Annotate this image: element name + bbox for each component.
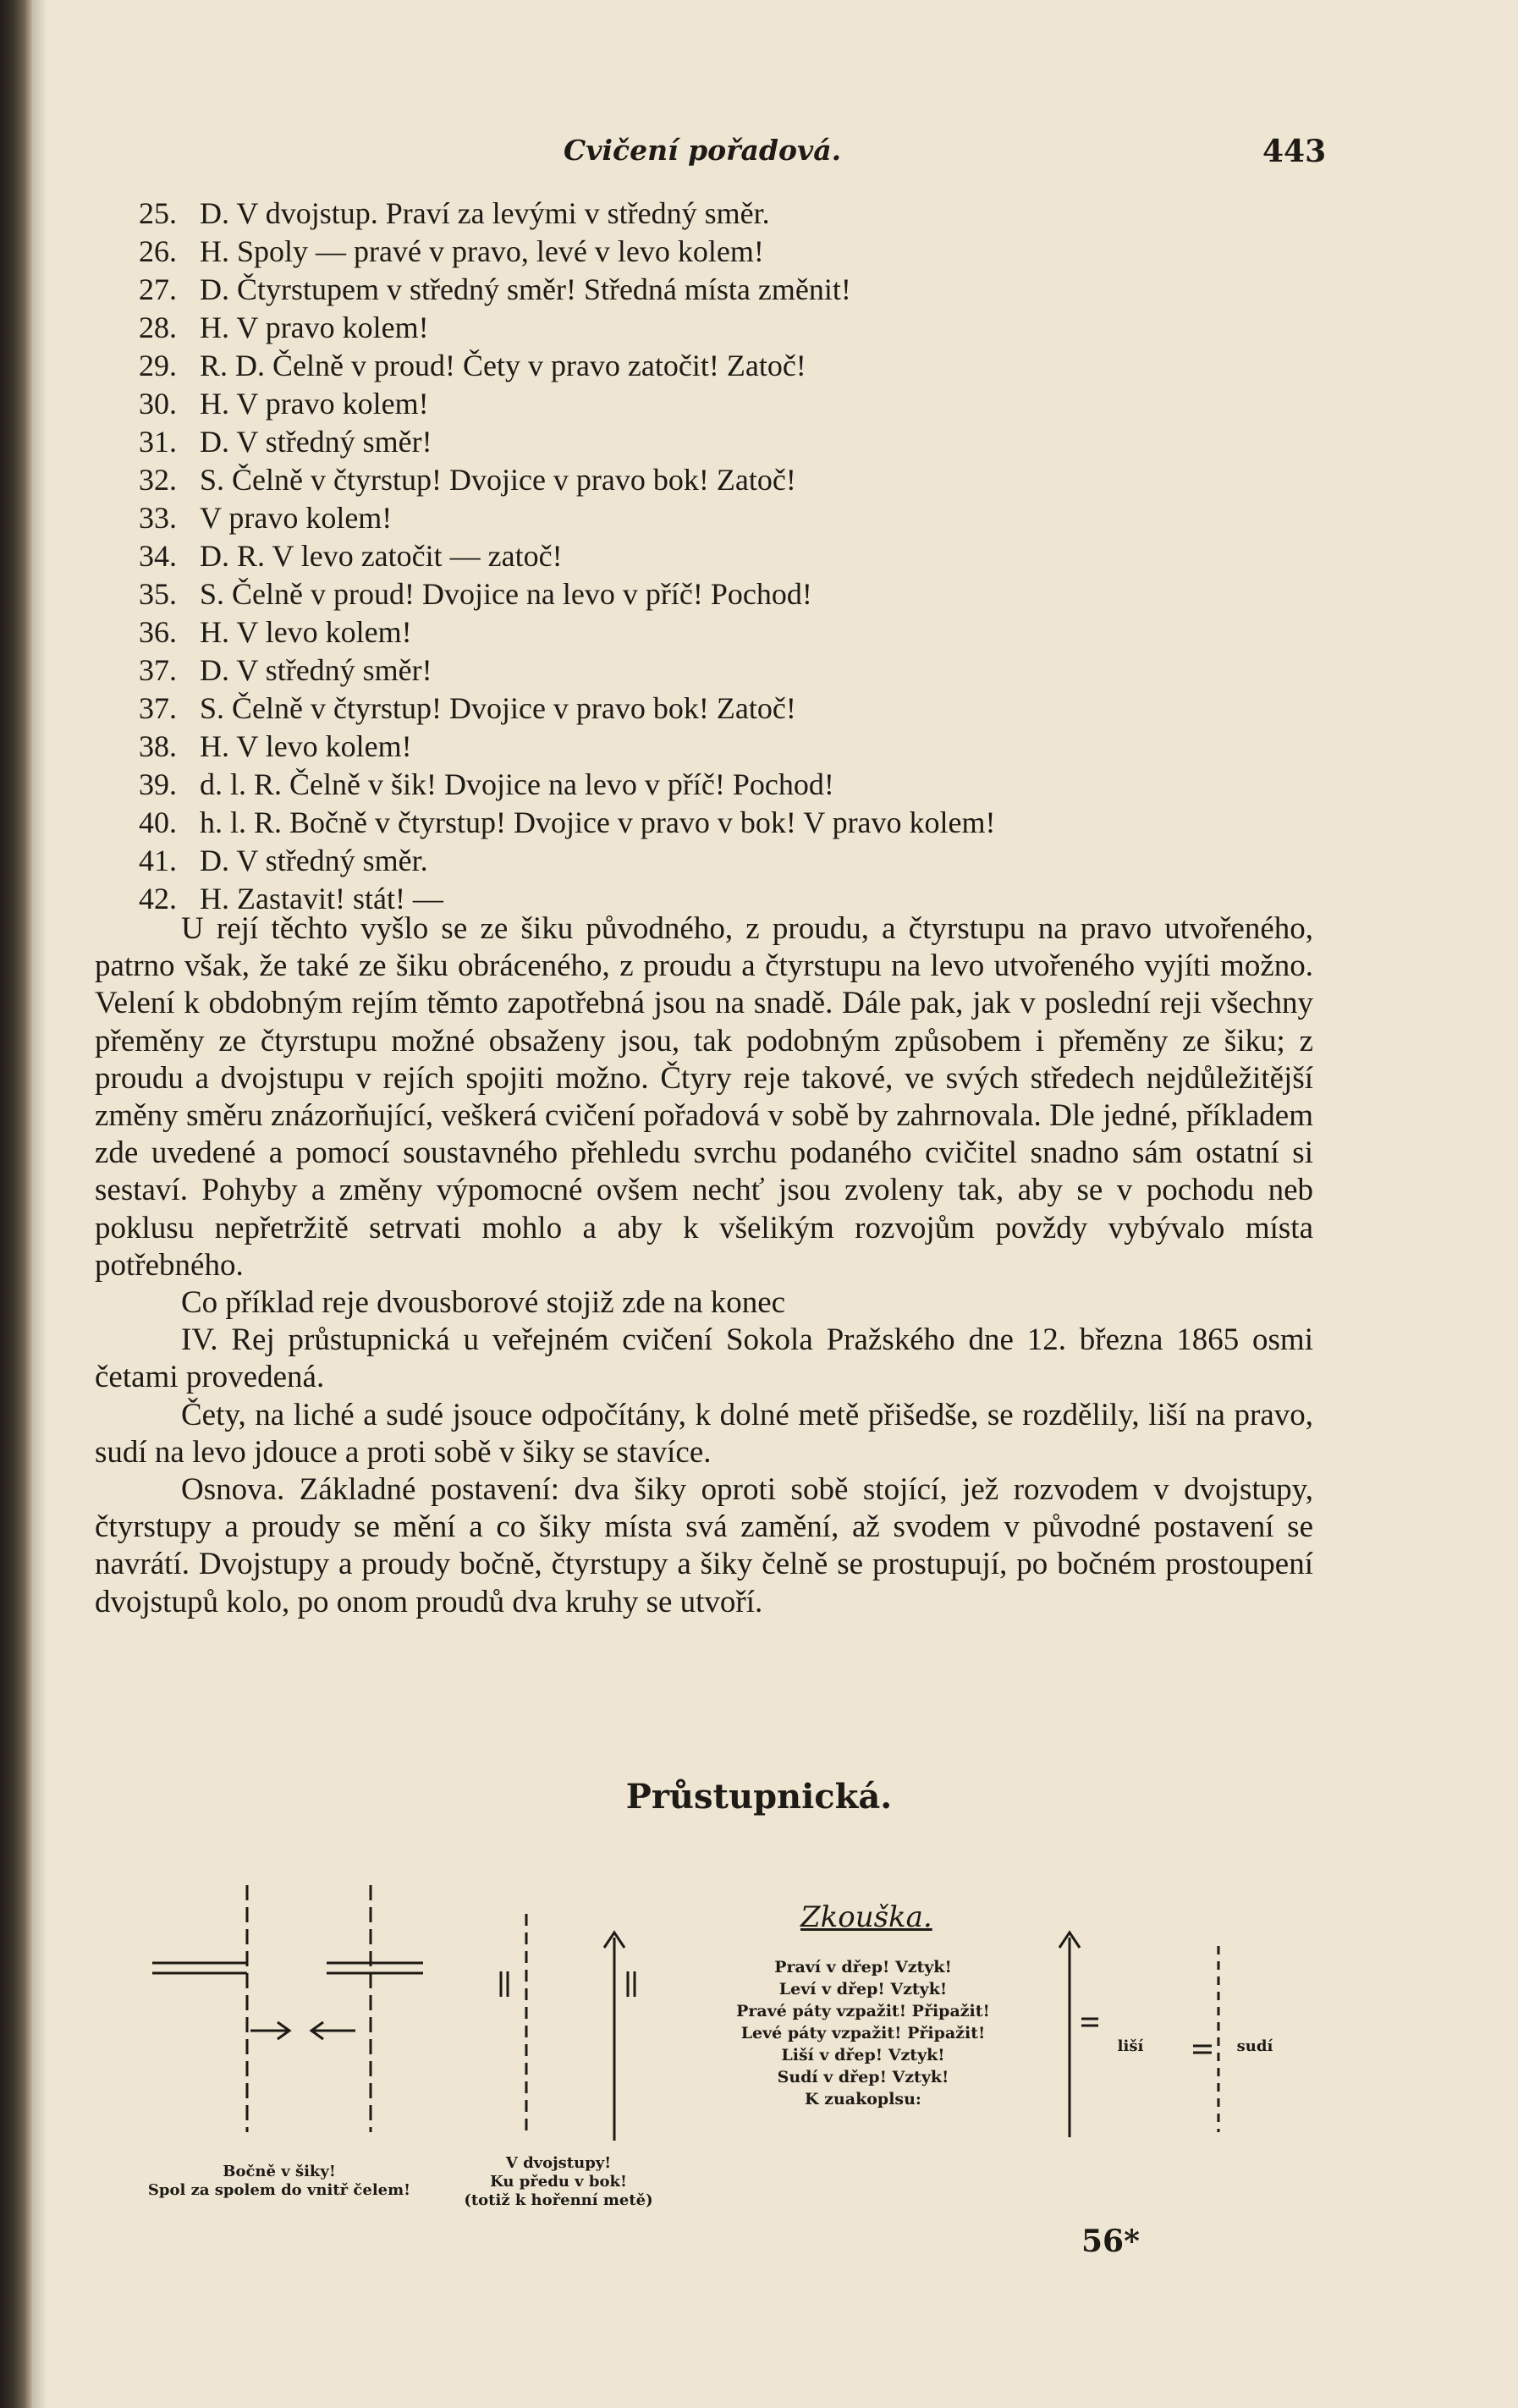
command-line: 30. H. V pravo kolem! bbox=[139, 387, 429, 421]
paragraph: Osnova. Základné postavení: dva šiky oproti sobě stojící, jež rozvodem v dvojstupy, čtyrstupy a proudy se mění a co šiky místa svá zamění, až svodem v původné postavení se navrátí. Dvojstupy a proudy bočně, čtyrstupy a šiky čelně se prostupují, po bočném prostoupení dvojstupů kolo, po onom proudů dva kruhy se utvoří. bbox=[95, 1472, 1313, 1619]
list-item: Leví v dřep! Vztyk! bbox=[778, 1980, 948, 1998]
list-item: Praví v dřep! Vztyk! bbox=[774, 1958, 952, 1976]
list-item: Levé páty vzpažit! Připažit! bbox=[740, 2024, 986, 2042]
zkouska-title: Zkouška. bbox=[800, 1900, 932, 1934]
command-line: 38. H. V levo kolem! bbox=[139, 729, 412, 763]
paragraph: IV. Rej průstupnická u veřejném cvičení Sokola Pražského dne 12. března 1865 osmi četami provedená. bbox=[95, 1322, 1313, 1395]
list-item: Sudí v dřep! Vztyk! bbox=[777, 2068, 949, 2086]
command-line: 39. d. l. R. Čelně v šik! Dvojice na levo v příč! Pochod! bbox=[139, 767, 834, 801]
arrow-head bbox=[604, 1932, 624, 1948]
command-line: 25. D. V dvojstup. Praví za levými v středný směr. bbox=[139, 196, 770, 230]
command-line: 32. S. Čelně v čtyrstup! Dvojice v pravo bok! Zatoč! bbox=[139, 463, 796, 497]
command-line: 35. S. Čelně v proud! Dvojice na levo v příč! Pochod! bbox=[139, 577, 812, 611]
book-spine bbox=[0, 0, 32, 2408]
command-line: 37. D. V středný směr! bbox=[139, 653, 432, 687]
arrow-head bbox=[311, 2022, 323, 2039]
command-line: 26. H. Spoly — pravé v pravo, levé v levo kolem! bbox=[139, 234, 764, 268]
middle-caption: V dvojstupy! Ku předu v bok! (totiž k hořenní metě) bbox=[464, 2154, 653, 2209]
command-list bbox=[139, 195, 1323, 918]
sudi-label: sudí bbox=[1236, 2037, 1273, 2055]
paragraph: U rejí těchto vyšlo se ze šiku původného, z proudu, a čtyrstupu na pravo utvořeného, patrno však, že také ze šiku obráceného, z proudu a čtyrstupu na levo utvořeného vyjíti možno. Velení k obdobným rejím těmto zapotřebná jsou na snadě. Dále pak, jak v poslední reji všechny přeměny ze čtyrstupu možné obsaženy jsou, tak podobným způsobem i přeměny ze šiku; z proudu a dvojstupu v rejích spojiti možno. Čtyry reje takové, ve svých středech nejdůležitější změny směru znázorňující, veškerá cvičení pořadová v sobě by zahrnovala. Dle jedné, příkladem zde uvedené a pomocí soustavného přehledu svrchu podaného cvičitel snadno sám ostatní si sestaví. Pohyby a změny výpomocné ovšem nechť jsou zvoleny tak, aby se v pochodu neb poklusu nepřetržitě setrvati mohlo a aby k všelikým rozvojům povždy vybývalo místa potřebného. bbox=[95, 911, 1313, 1283]
spine-shadow bbox=[32, 0, 47, 2408]
arrow-head bbox=[1059, 1932, 1080, 1948]
command-line: 36. H. V levo kolem! bbox=[139, 615, 412, 649]
folio-signature: 56* bbox=[1081, 2224, 1140, 2259]
command-line: 34. D. R. V levo zatočit — zatoč! bbox=[139, 539, 563, 573]
body-text bbox=[95, 910, 1313, 1621]
command-line: 33. V pravo kolem! bbox=[139, 501, 393, 535]
zkouska-commands bbox=[694, 1956, 1032, 2110]
lisi-label: liší bbox=[1117, 2037, 1144, 2055]
command-line: 40. h. l. R. Bočně v čtyrstup! Dvojice v pravo v bok! V pravo kolem! bbox=[139, 805, 996, 839]
running-title: Cvičení pořadová. bbox=[564, 134, 842, 167]
list-item: Liší v dřep! Vztyk! bbox=[781, 2046, 945, 2064]
command-line: 37. S. Čelně v čtyrstup! Dvojice v pravo bok! Zatoč! bbox=[139, 691, 796, 725]
left-caption: Bočně v šiky! Spol za spolem do vnitř čelem! bbox=[147, 2163, 411, 2199]
arrow-head bbox=[278, 2022, 289, 2039]
command-line: 41. D. V středný směr. bbox=[139, 844, 428, 877]
list-item: Pravé páty vzpažit! Připažit! bbox=[736, 2002, 990, 2020]
page-number: 443 bbox=[1262, 134, 1327, 169]
command-line: 42. H. Zastavit! stát! — bbox=[139, 882, 443, 915]
command-line: 29. R. D. Čelně v proud! Čety v pravo zatočit! Zatoč! bbox=[139, 349, 806, 382]
list-item: K zuakoplsu: bbox=[805, 2090, 921, 2108]
command-line: 31. D. V středný směr! bbox=[139, 425, 432, 459]
figure-title: Průstupnická. bbox=[625, 1777, 893, 1817]
paragraph: Co příklad reje dvousborové stojiž zde na konec bbox=[181, 1285, 786, 1321]
paragraph: Čety, na liché a sudé jsouce odpočítány, k dolné metě přišedše, se rozdělily, liší na pravo, sudí na levo jdouce a proti sobě v šiky se stavíce. bbox=[95, 1397, 1313, 1470]
page-header bbox=[0, 127, 1518, 178]
command-line: 27. D. Čtyrstupem v středný směr! Středná místa změnit! bbox=[139, 272, 851, 306]
command-line: 28. H. V pravo kolem! bbox=[139, 311, 429, 344]
